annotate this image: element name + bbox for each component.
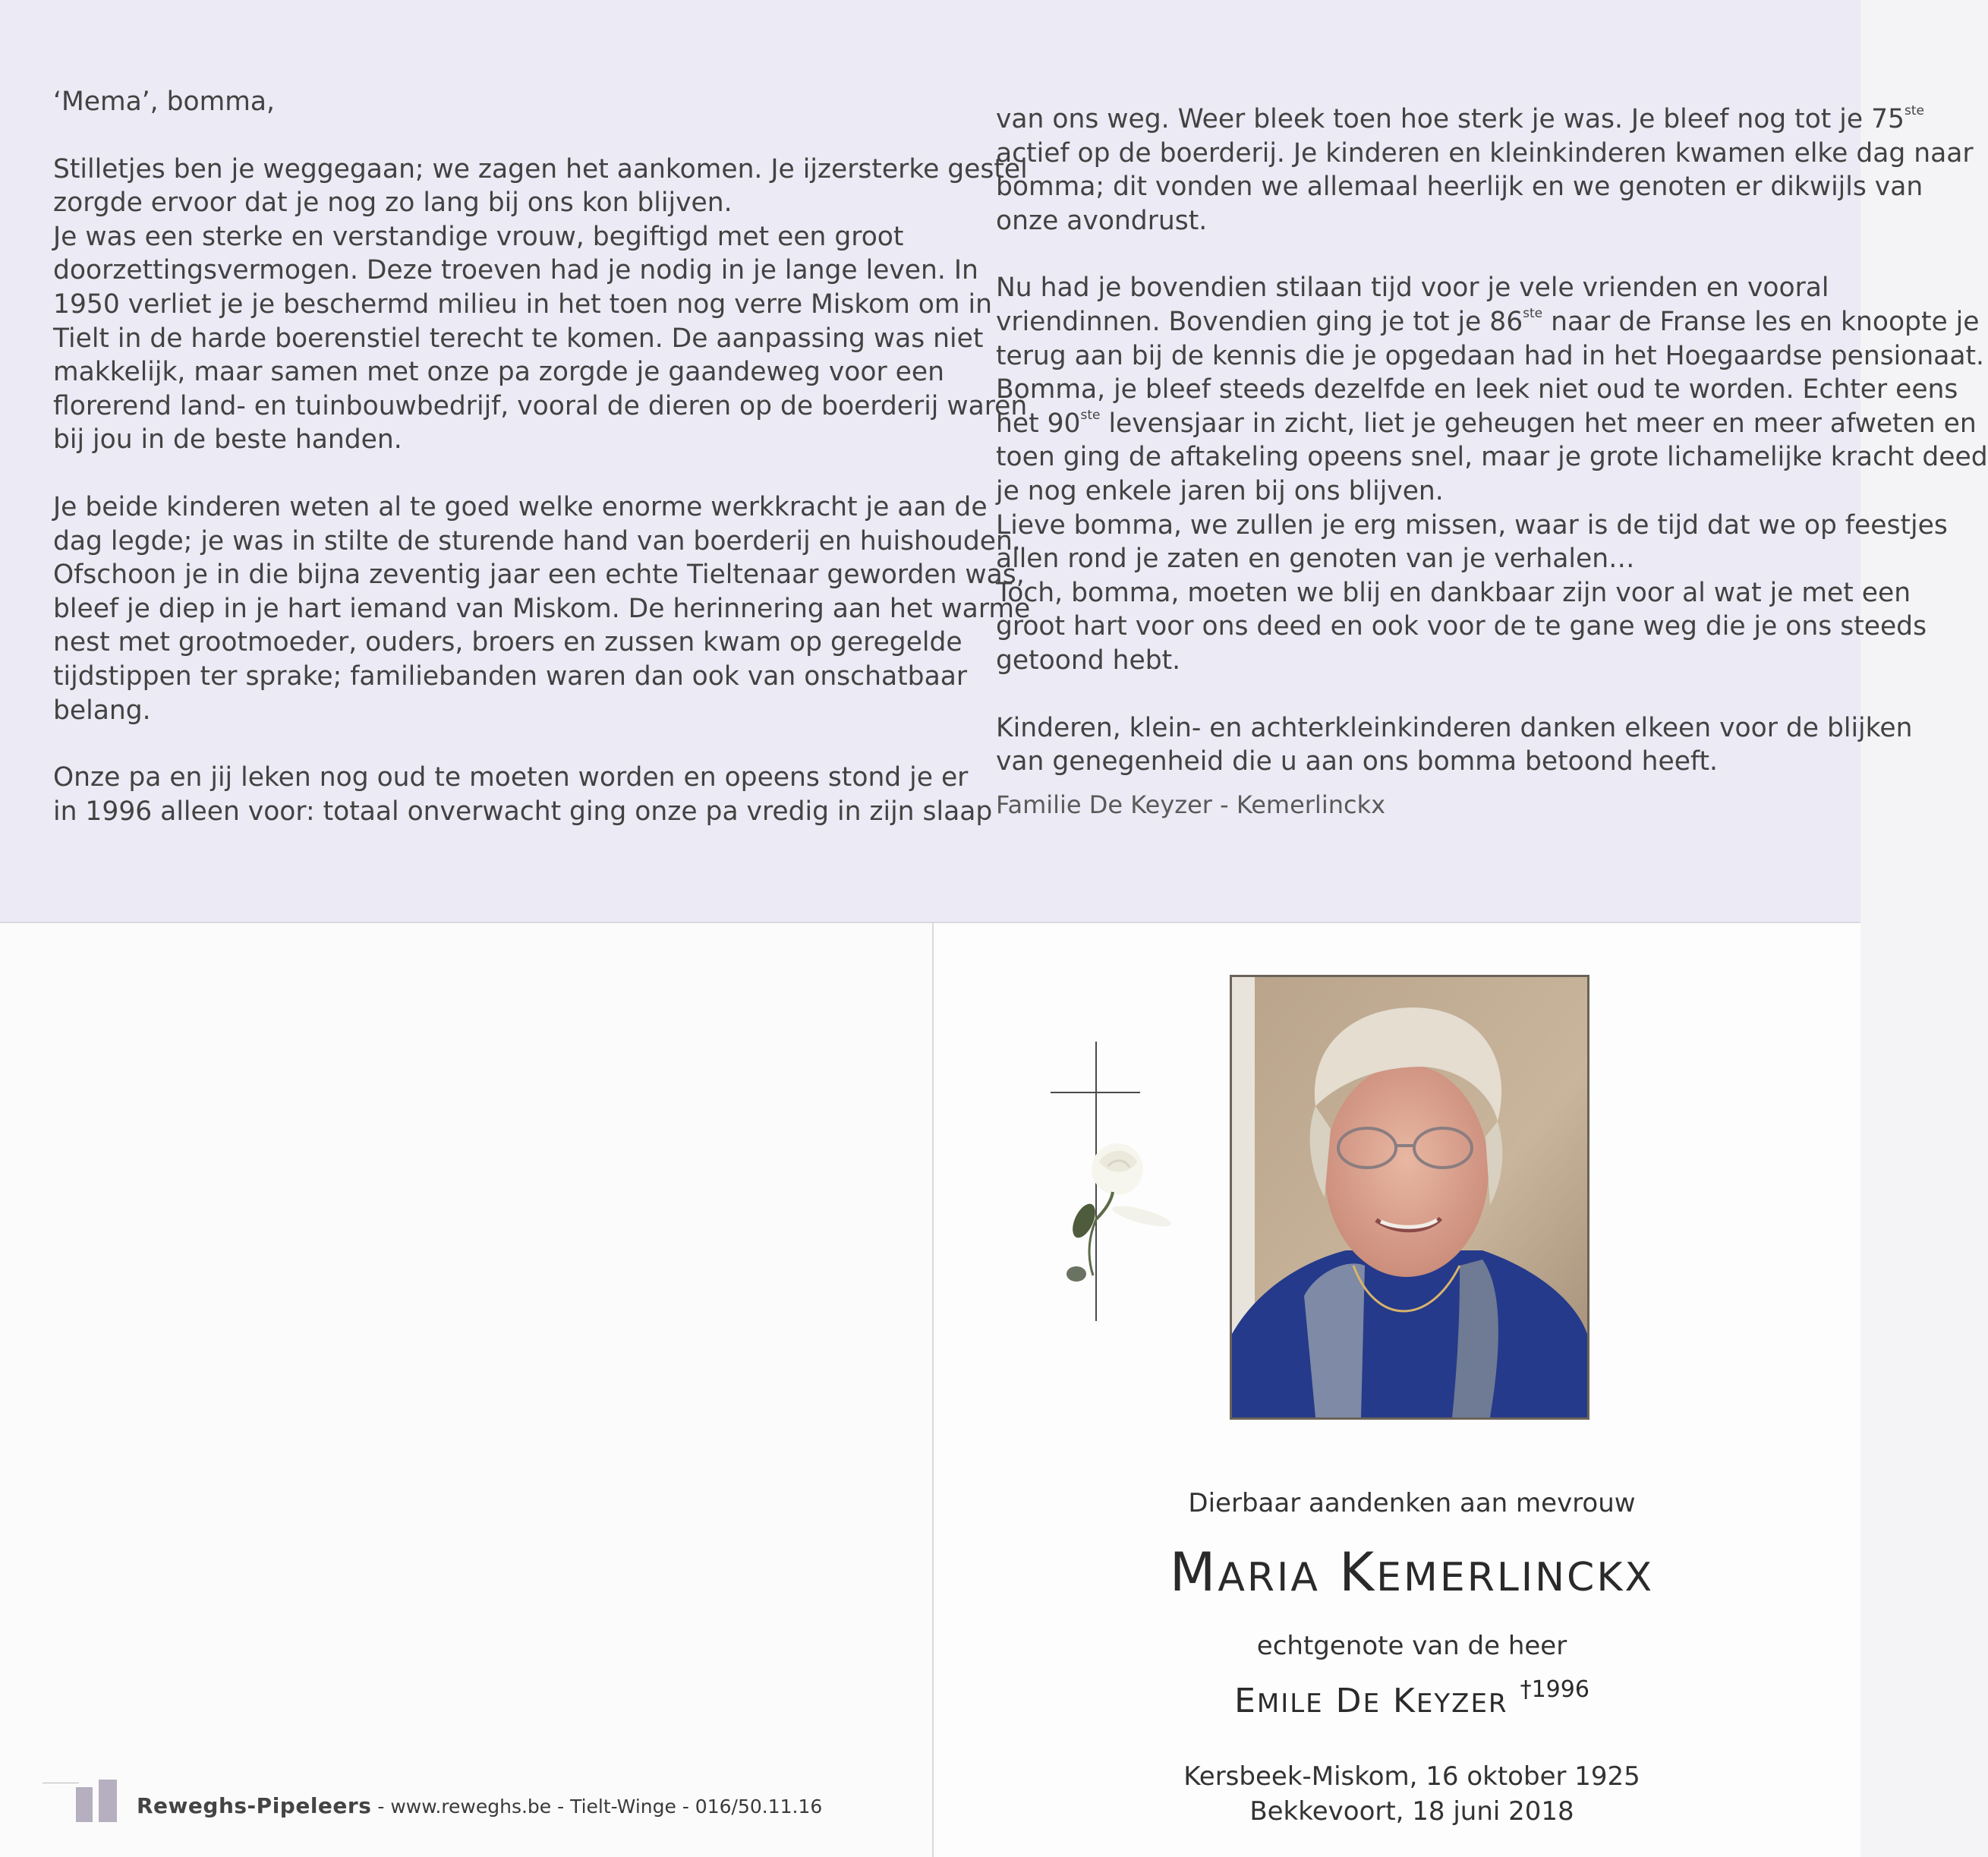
footer-separator: - bbox=[371, 1796, 391, 1818]
name-rest: EMERLINCKX bbox=[1376, 1555, 1655, 1600]
text-line bbox=[996, 407, 1977, 441]
text-line: Je was een sterke en verstandige vrouw, begiftigd met een groot bbox=[53, 221, 904, 252]
rose-icon bbox=[1066, 1131, 1180, 1291]
name-initial: M bbox=[1169, 1541, 1218, 1603]
text-line: je nog enkele jaren bij ons blijven. bbox=[996, 475, 1444, 506]
text-line: doorzettingsvermogen. Deze troeven had je nodig in je lange leven. In bbox=[53, 255, 978, 286]
paragraph-5 bbox=[996, 271, 1988, 677]
memorial-intro: Dierbaar aandenken aan mevrouw bbox=[1188, 1488, 1636, 1518]
text-line: actief op de boerderij. Je kinderen en kleinkinderen kwamen elke dag naar bbox=[996, 137, 1974, 169]
text-line: dag legde; je was in stilte de sturende hand van boerderij en huishouden. bbox=[53, 525, 1021, 556]
tribute-left-column bbox=[53, 85, 1031, 828]
text-line: in 1996 alleen voor: totaal onverwacht ging onze pa vredig in zijn slaap bbox=[53, 796, 993, 827]
text-line: Lieve bomma, we zullen je erg missen, waar is de tijd dat we op feestjes bbox=[996, 509, 1948, 541]
text-line: terug aan bij de kennis die je opgedaan had in het Hoegaardse pensionaat. bbox=[996, 340, 1985, 371]
paragraph-2 bbox=[53, 490, 1031, 727]
spouse-intro: echtgenote van de heer bbox=[1256, 1631, 1567, 1661]
ordinal-suffix: ste bbox=[1080, 407, 1101, 423]
text-line: groot hart voor ons deed en ook voor de te gane weg die je ons steeds bbox=[996, 611, 1927, 642]
ordinal-suffix: ste bbox=[1904, 103, 1924, 118]
ordinal-suffix: ste bbox=[1523, 305, 1543, 321]
text-segment: van ons weg. Weer bleek toen hoe sterk je was. Je bleef nog tot je 75 bbox=[996, 104, 1905, 134]
text-line: Nu had je bovendien stilaan tijd voor je vele vrienden en vooral bbox=[996, 273, 1829, 304]
paragraph-3 bbox=[53, 761, 993, 828]
text-line: zorgde ervoor dat je nog zo lang bij ons kon blijven. bbox=[53, 188, 733, 219]
text-line: 1950 verliet je je beschermd milieu in het toen nog verre Miskom om in bbox=[53, 288, 992, 320]
text-line bbox=[996, 102, 1924, 137]
name-initial: K bbox=[1393, 1682, 1416, 1720]
text-line: tijdstippen ter sprake; familiebanden waren dan ook van onschatbaar bbox=[53, 661, 968, 692]
thanks-paragraph bbox=[996, 711, 1913, 779]
text-line bbox=[996, 305, 1980, 339]
vertical-fold bbox=[932, 923, 934, 1857]
spouse-name bbox=[1032, 1676, 1791, 1720]
deceased-name bbox=[1032, 1541, 1791, 1603]
text-line: Tielt in de harde boerenstiel terecht te komen. De aanpassing was niet bbox=[53, 323, 984, 354]
name-rest: EYZER bbox=[1416, 1688, 1508, 1719]
text-line: bij jou in de beste handen. bbox=[53, 424, 402, 456]
text-segment: naar de Franse les en knoopte je bbox=[1542, 306, 1980, 337]
card-back-cover bbox=[0, 923, 932, 1857]
text-line: allen rond je zaten en genoten van je verhalen… bbox=[996, 544, 1635, 575]
text-line: van genegenheid die u aan ons bomma betoond heeft. bbox=[996, 746, 1718, 777]
name-initial: K bbox=[1339, 1541, 1377, 1603]
text-line: makkelijk, maar samen met onze pa zorgde je gaandeweg voor een bbox=[53, 357, 944, 388]
spouse-death-year: †1996 bbox=[1520, 1676, 1589, 1703]
text-line: florerend land- en tuinbouwbedrijf, vooral de dieren op de boerderij waren bbox=[53, 390, 1028, 421]
text-line: Ofschoon je in die bijna zeventig jaar een echte Tieltenaar geworden was, bbox=[53, 560, 1025, 591]
funeral-home-details: www.reweghs.be - Tielt-Winge - 016/50.11.16 bbox=[390, 1796, 823, 1818]
family-signature: Familie De Keyzer - Kemerlinckx bbox=[996, 790, 1386, 819]
text-line: Je beide kinderen weten al te goed welke enorme werkkracht je aan de bbox=[53, 491, 988, 522]
text-line: onze avondrust. bbox=[996, 205, 1208, 236]
text-line: nest met grootmoeder, ouders, broers en zussen kwam op geregelde bbox=[53, 627, 962, 658]
text-segment: vriendinnen. Bovendien ging je tot je 86 bbox=[996, 306, 1523, 337]
name-rest: ARIA bbox=[1218, 1555, 1320, 1600]
text-line: Kinderen, klein- en achterkleinkinderen danken elkeen voor de blijken bbox=[996, 712, 1913, 743]
text-segment: levensjaar in zicht, liet je geheugen het meer en meer afweten en bbox=[1100, 408, 1977, 439]
paragraph-4 bbox=[996, 102, 1974, 238]
text-line: Onze pa en jij leken nog oud te moeten worden en opeens stond je er bbox=[53, 762, 969, 793]
funeral-home-name: Reweghs-Pipeleers bbox=[137, 1793, 372, 1818]
birth-place-date: Kersbeek-Miskom, 16 oktober 1925 bbox=[1183, 1761, 1640, 1792]
cross-bar bbox=[1051, 1092, 1140, 1093]
text-line: Stilletjes ben je weggegaan; we zagen het aankomen. Je ijzersterke gestel bbox=[53, 153, 1028, 184]
funeral-home-logo-icon bbox=[76, 1780, 120, 1822]
paragraph-1 bbox=[53, 153, 1028, 457]
name-rest: MILE bbox=[1256, 1688, 1324, 1719]
greeting: ‘Mema’, bomma, bbox=[53, 87, 275, 117]
text-line: getoond hebt. bbox=[996, 645, 1181, 676]
name-initial: E bbox=[1234, 1682, 1257, 1720]
text-line: Bomma, je bleef steeds dezelfde en leek niet oud te worden. Echter eens bbox=[996, 374, 1958, 405]
death-place-date: Bekkevoort, 18 juni 2018 bbox=[1249, 1796, 1574, 1827]
name-initial: D bbox=[1335, 1682, 1363, 1720]
portrait-photo bbox=[1230, 975, 1589, 1420]
funeral-home-footer bbox=[137, 1793, 822, 1818]
text-line: belang. bbox=[53, 695, 151, 726]
text-line: toen ging de aftakeling opeens snel, maar je grote lichamelijke kracht deed bbox=[996, 442, 1988, 473]
name-rest: E bbox=[1363, 1688, 1382, 1719]
text-line: bomma; dit vonden we allemaal heerlijk en we genoten er dikwijls van bbox=[996, 172, 1923, 203]
tribute-right-column bbox=[996, 102, 1988, 821]
text-line: Toch, bomma, moeten we blij en dankbaar zijn voor al wat je met een bbox=[996, 577, 1911, 608]
text-segment: het 90 bbox=[996, 408, 1081, 439]
text-line: bleef je diep in je hart iemand van Miskom. De herinnering aan het warme bbox=[53, 593, 1031, 624]
